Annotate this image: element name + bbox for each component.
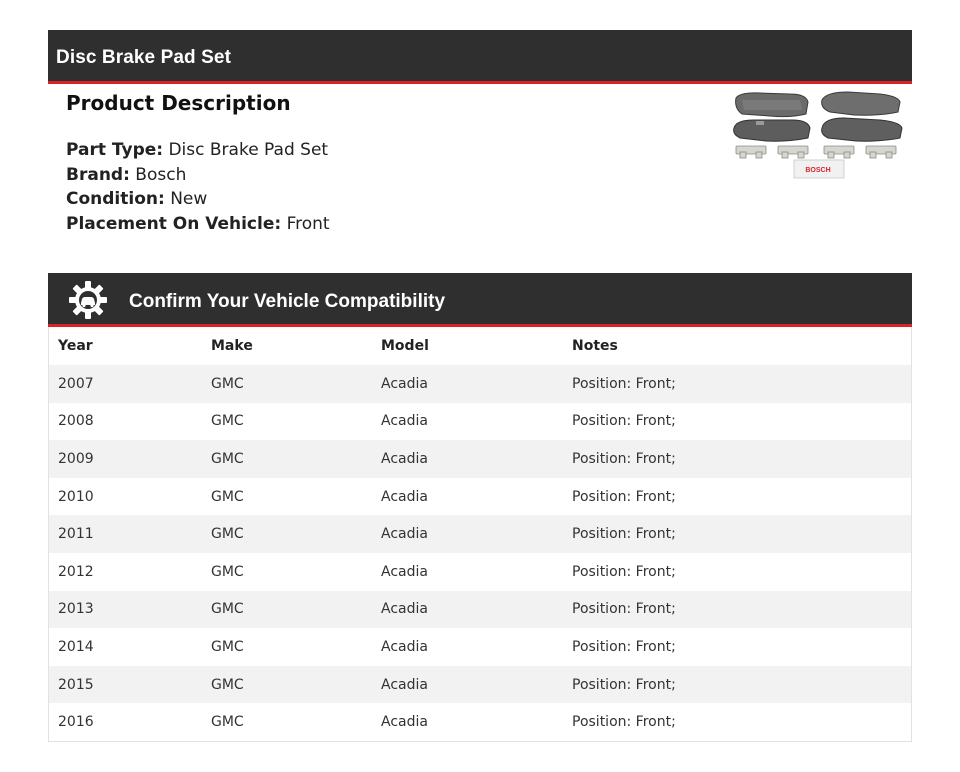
compatibility-title: Confirm Your Vehicle Compatibility	[129, 291, 446, 312]
cell-make: GMC	[202, 703, 372, 741]
table-row	[49, 403, 912, 441]
cell-model: Acadia	[372, 553, 563, 591]
cell-year: 2015	[49, 666, 203, 704]
compatibility-table	[48, 327, 912, 742]
table-row	[49, 365, 912, 403]
column-header-make: Make	[202, 327, 372, 365]
cell-year: 2007	[49, 365, 203, 403]
cell-make: GMC	[202, 478, 372, 516]
cell-notes: Position: Front;	[563, 553, 912, 591]
product-title-bar	[48, 30, 912, 84]
spec-brand: Brand: Bosch	[66, 164, 187, 185]
product-description	[66, 88, 706, 236]
spec-placement: Placement On Vehicle: Front	[66, 213, 330, 234]
cell-model: Acadia	[372, 365, 563, 403]
cell-model: Acadia	[372, 703, 563, 741]
cell-year: 2014	[49, 628, 203, 666]
cell-notes: Position: Front;	[563, 440, 912, 478]
cell-year: 2011	[49, 515, 203, 553]
cell-year: 2010	[49, 478, 203, 516]
bosch-packet-label: BOSCH	[805, 167, 831, 174]
spec-condition: Condition: New	[66, 189, 208, 209]
cell-year: 2008	[49, 403, 203, 441]
cell-make: GMC	[202, 666, 372, 704]
cell-model: Acadia	[372, 403, 563, 441]
cell-model: Acadia	[372, 515, 563, 553]
product-image	[730, 88, 906, 182]
cell-notes: Position: Front;	[563, 628, 912, 666]
cell-year: 2013	[49, 591, 203, 629]
cell-model: Acadia	[372, 666, 563, 704]
cell-notes: Position: Front;	[563, 515, 912, 553]
compatibility-bar	[48, 273, 912, 327]
table-row	[49, 703, 912, 741]
table-row	[49, 515, 912, 553]
cell-year: 2009	[49, 440, 203, 478]
cell-year: 2012	[49, 553, 203, 591]
table-row	[49, 628, 912, 666]
cell-notes: Position: Front;	[563, 403, 912, 441]
cell-model: Acadia	[372, 628, 563, 666]
column-header-notes: Notes	[563, 327, 912, 365]
cell-model: Acadia	[372, 440, 563, 478]
cell-make: GMC	[202, 591, 372, 629]
gear-car-icon	[68, 280, 108, 320]
table-row	[49, 440, 912, 478]
table-row	[49, 591, 912, 629]
spec-part-type: Part Type: Disc Brake Pad Set	[66, 140, 329, 160]
cell-notes: Position: Front;	[563, 703, 912, 741]
cell-make: GMC	[202, 365, 372, 403]
column-header-model: Model	[372, 327, 563, 365]
table-header-row	[49, 327, 912, 365]
cell-notes: Position: Front;	[563, 666, 912, 704]
column-header-year: Year	[49, 327, 203, 365]
table-row	[49, 666, 912, 704]
cell-notes: Position: Front;	[563, 591, 912, 629]
cell-notes: Position: Front;	[563, 365, 912, 403]
description-heading: Product Description	[66, 91, 291, 115]
table-row	[49, 478, 912, 516]
cell-make: GMC	[202, 553, 372, 591]
cell-notes: Position: Front;	[563, 478, 912, 516]
cell-year: 2016	[49, 703, 203, 741]
cell-make: GMC	[202, 628, 372, 666]
cell-make: GMC	[202, 403, 372, 441]
table-row	[49, 553, 912, 591]
product-title: Disc Brake Pad Set	[56, 47, 231, 68]
cell-model: Acadia	[372, 478, 563, 516]
cell-make: GMC	[202, 515, 372, 553]
cell-make: GMC	[202, 440, 372, 478]
spec-list	[66, 138, 706, 236]
cell-model: Acadia	[372, 591, 563, 629]
